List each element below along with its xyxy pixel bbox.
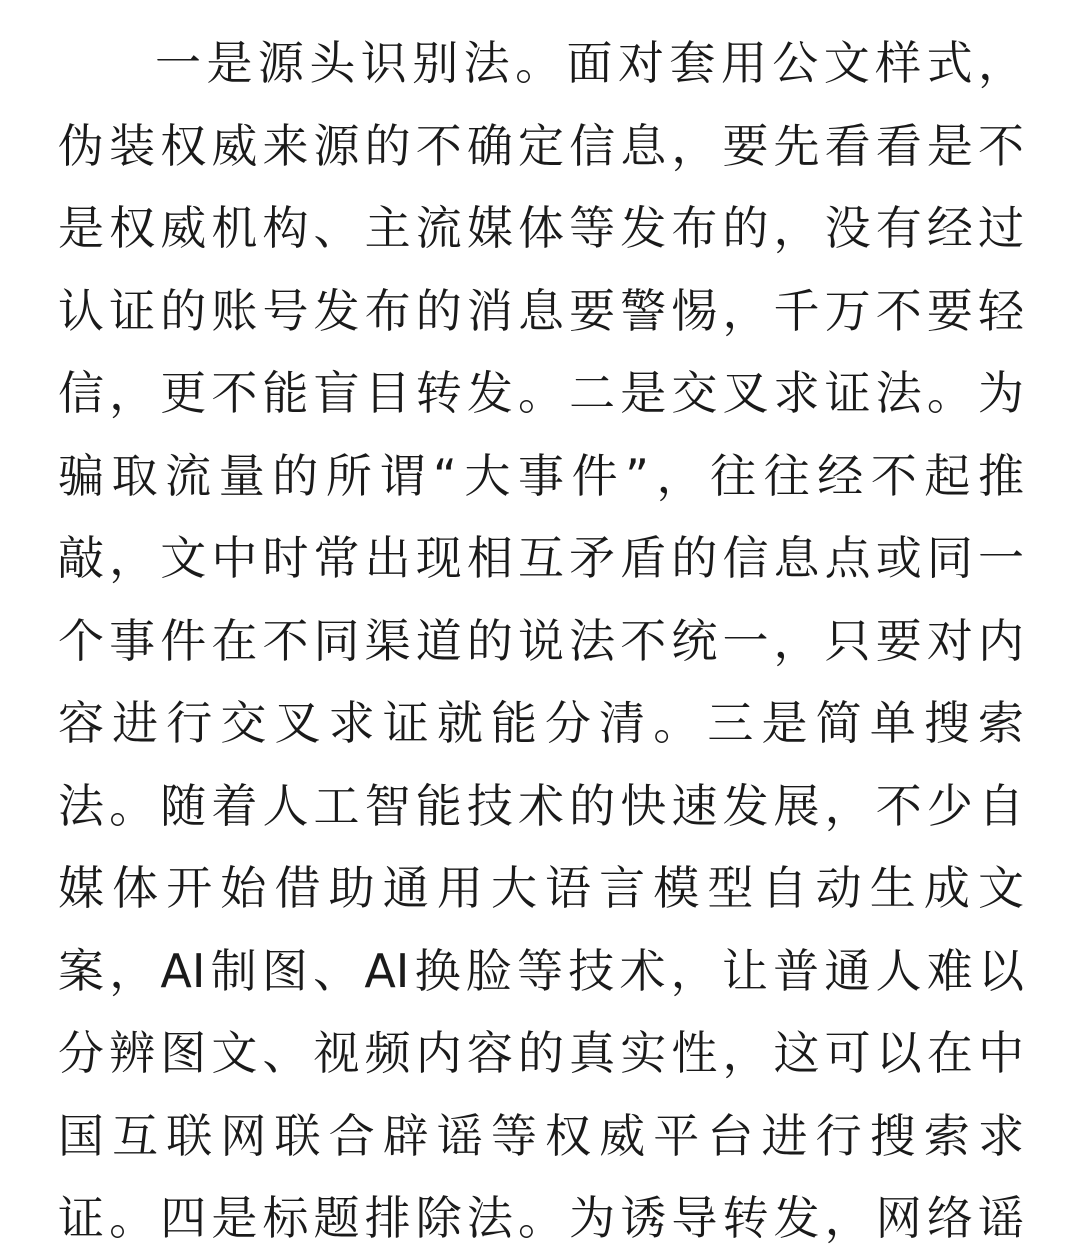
text-line-8: 个事件在不同渠道的说法不统一，只要对内 xyxy=(58,613,1024,668)
text-line-4: 认证的账号发布的消息要警惕，千万不要轻 xyxy=(58,283,1024,338)
text-line-6: 骗取流量的所谓“大事件”，往往经不起推 xyxy=(58,448,1024,503)
text-line-12: 案，AI制图、AI换脸等技术，让普通人难以 xyxy=(58,943,1024,998)
paragraph xyxy=(58,22,1024,1260)
text-line-7: 敲，文中时常出现相互矛盾的信息点或同一 xyxy=(58,531,1024,585)
text-line-10: 法。随着人工智能技术的快速发展，不少自 xyxy=(58,778,1024,833)
text-line-2: 伪装权威来源的不确定信息，要先看看是不 xyxy=(58,118,1024,173)
text-line-9: 容进行交叉求证就能分清。三是简单搜索 xyxy=(58,696,1024,750)
text-line-15: 证。四是标题排除法。为诱导转发，网络谣 xyxy=(58,1191,1024,1245)
text-line-3: 是权威机构、主流媒体等发布的，没有经过 xyxy=(58,201,1024,255)
text-line-1: 一是源头识别法。面对套用公文样式， xyxy=(155,36,1024,90)
article-body xyxy=(58,22,1024,1260)
text-line-13: 分辨图文、视频内容的真实性，这可以在中 xyxy=(58,1026,1024,1080)
text-line-5: 信，更不能盲目转发。二是交叉求证法。为 xyxy=(58,366,1024,420)
text-line-14: 国互联网联合辟谣等权威平台进行搜索求 xyxy=(58,1108,1024,1163)
text-line-11: 媒体开始借助通用大语言模型自动生成文 xyxy=(58,861,1024,915)
